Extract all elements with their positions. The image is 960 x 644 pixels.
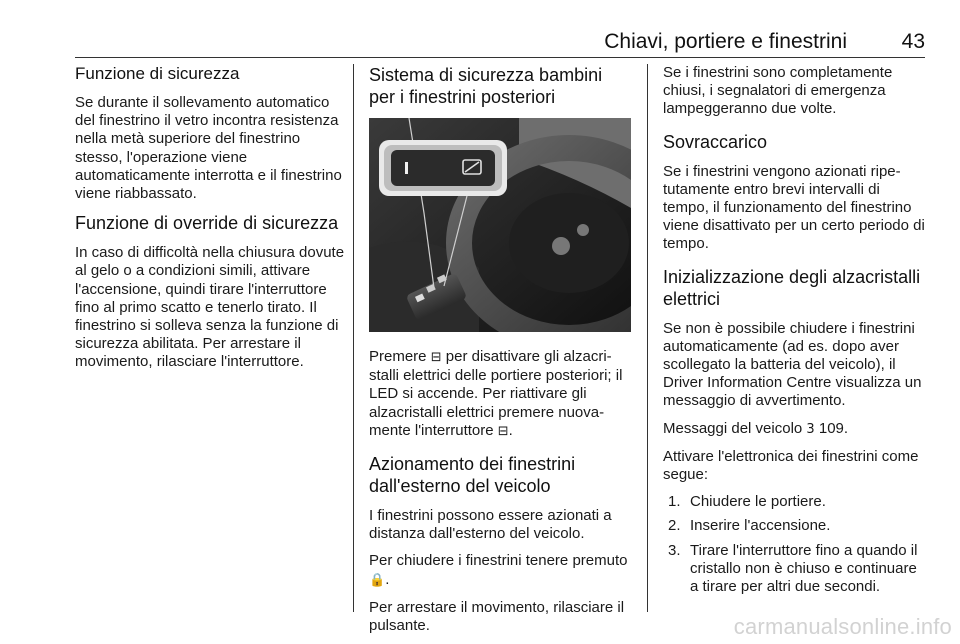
paragraph: Se i finestrini sono completamente chiusi, i segnalatori di emergenza lampeggeranno due volte. (663, 64, 893, 118)
column-3 (663, 64, 927, 602)
paragraph-close-windows: Per chiudere i finestrini tenere premuto 🔒. (369, 552, 628, 588)
heading-sicurezza-bambini: Sistema di sicurezza bambini per i finestrini posteriori (369, 65, 603, 107)
column-2 (369, 64, 633, 644)
paragraph: I finestrini possono essere azionati a distanza dall'esterno del veicolo. (369, 507, 612, 543)
reference-arrow-icon: 3 (806, 421, 815, 437)
paragraph: Se durante il sollevamento automatico del finestrino il vetro incontra resistenza nella metà superiore del finestrino stesso, l'operazione viene automaticamente interrotta e il finestrino viene riabbassato. (75, 94, 342, 203)
steps-list (663, 493, 927, 596)
paragraph-vehicle-messages: Messaggi del veicolo 3 109. (663, 419, 849, 437)
child-lock-icon: ⊟ (430, 350, 442, 365)
paragraph: Se non è possibile chiudere i finestrini automaticamente (ad es. dopo aver scollegato la batteria del veicolo), il Driver Information Centre visualizza un messaggio di avvertimento. (663, 319, 922, 410)
column-divider (647, 64, 648, 612)
child-lock-icon: ⊟ (497, 423, 509, 439)
door-switch-illustration (369, 118, 631, 332)
heading-inizializzazione: Inizializzazione degli alzacristalli elettrici (663, 266, 921, 309)
page-number: 43 (901, 30, 925, 53)
lock-icon: 🔒 (369, 572, 386, 588)
header-title: Chiavi, portiere e finestrini (604, 30, 847, 53)
paragraph: Per arrestare il movimento, rilasciare il pulsante. (369, 598, 625, 635)
door-panel-photo (369, 118, 631, 332)
watermark: carmanualsonline.info (733, 614, 952, 639)
paragraph: In caso di difficoltà nella chiusura dovute al gelo o a condizioni simili, attivare l'accensione, quindi tirare l'interruttore fino al primo scatto e tenerlo tirato. Il finestrino si solleva senza la funzione di sicurezza abilitata. Per arrestare il movimento, rilasciare l'interruttore. (75, 244, 345, 371)
column-divider (353, 64, 354, 612)
heading-azionamento-esterno: Azionamento dei finestrini dall'esterno del veicolo (369, 454, 576, 497)
heading-sovraccarico: Sovraccarico (663, 131, 768, 152)
heading-funzione-sicurezza: Funzione di sicurezza (75, 64, 240, 83)
page-header (75, 24, 925, 54)
paragraph: Attivare l'elettronica dei finestrini come segue: (663, 447, 919, 484)
list-item: 2. Inserire l'accensione. (668, 517, 831, 535)
header-rule (75, 57, 925, 58)
paragraph: Se i finestrini vengono azionati ripetutamente entro brevi intervalli di tempo, il funzionamento del finestrino viene disattivato per un certo periodo di tempo. (663, 162, 925, 253)
column-1 (75, 64, 345, 381)
heading-override-sicurezza: Funzione di override di sicurezza (75, 213, 339, 234)
paragraph-child-lock: Premere ⊟ per disattivare gli alzacristalli elettrici delle portiere posteriori; il LED si accende. Per riattivare gli alzacristalli elettrici premere nuovamente l'interruttore ⊟. (369, 348, 623, 439)
list-item: 1. Chiudere le portiere. (668, 493, 826, 511)
list-item: 3. Tirare l'interruttore fino a quando il cristallo non è chiuso e continuare a tirare per altri due secondi. (668, 541, 918, 596)
